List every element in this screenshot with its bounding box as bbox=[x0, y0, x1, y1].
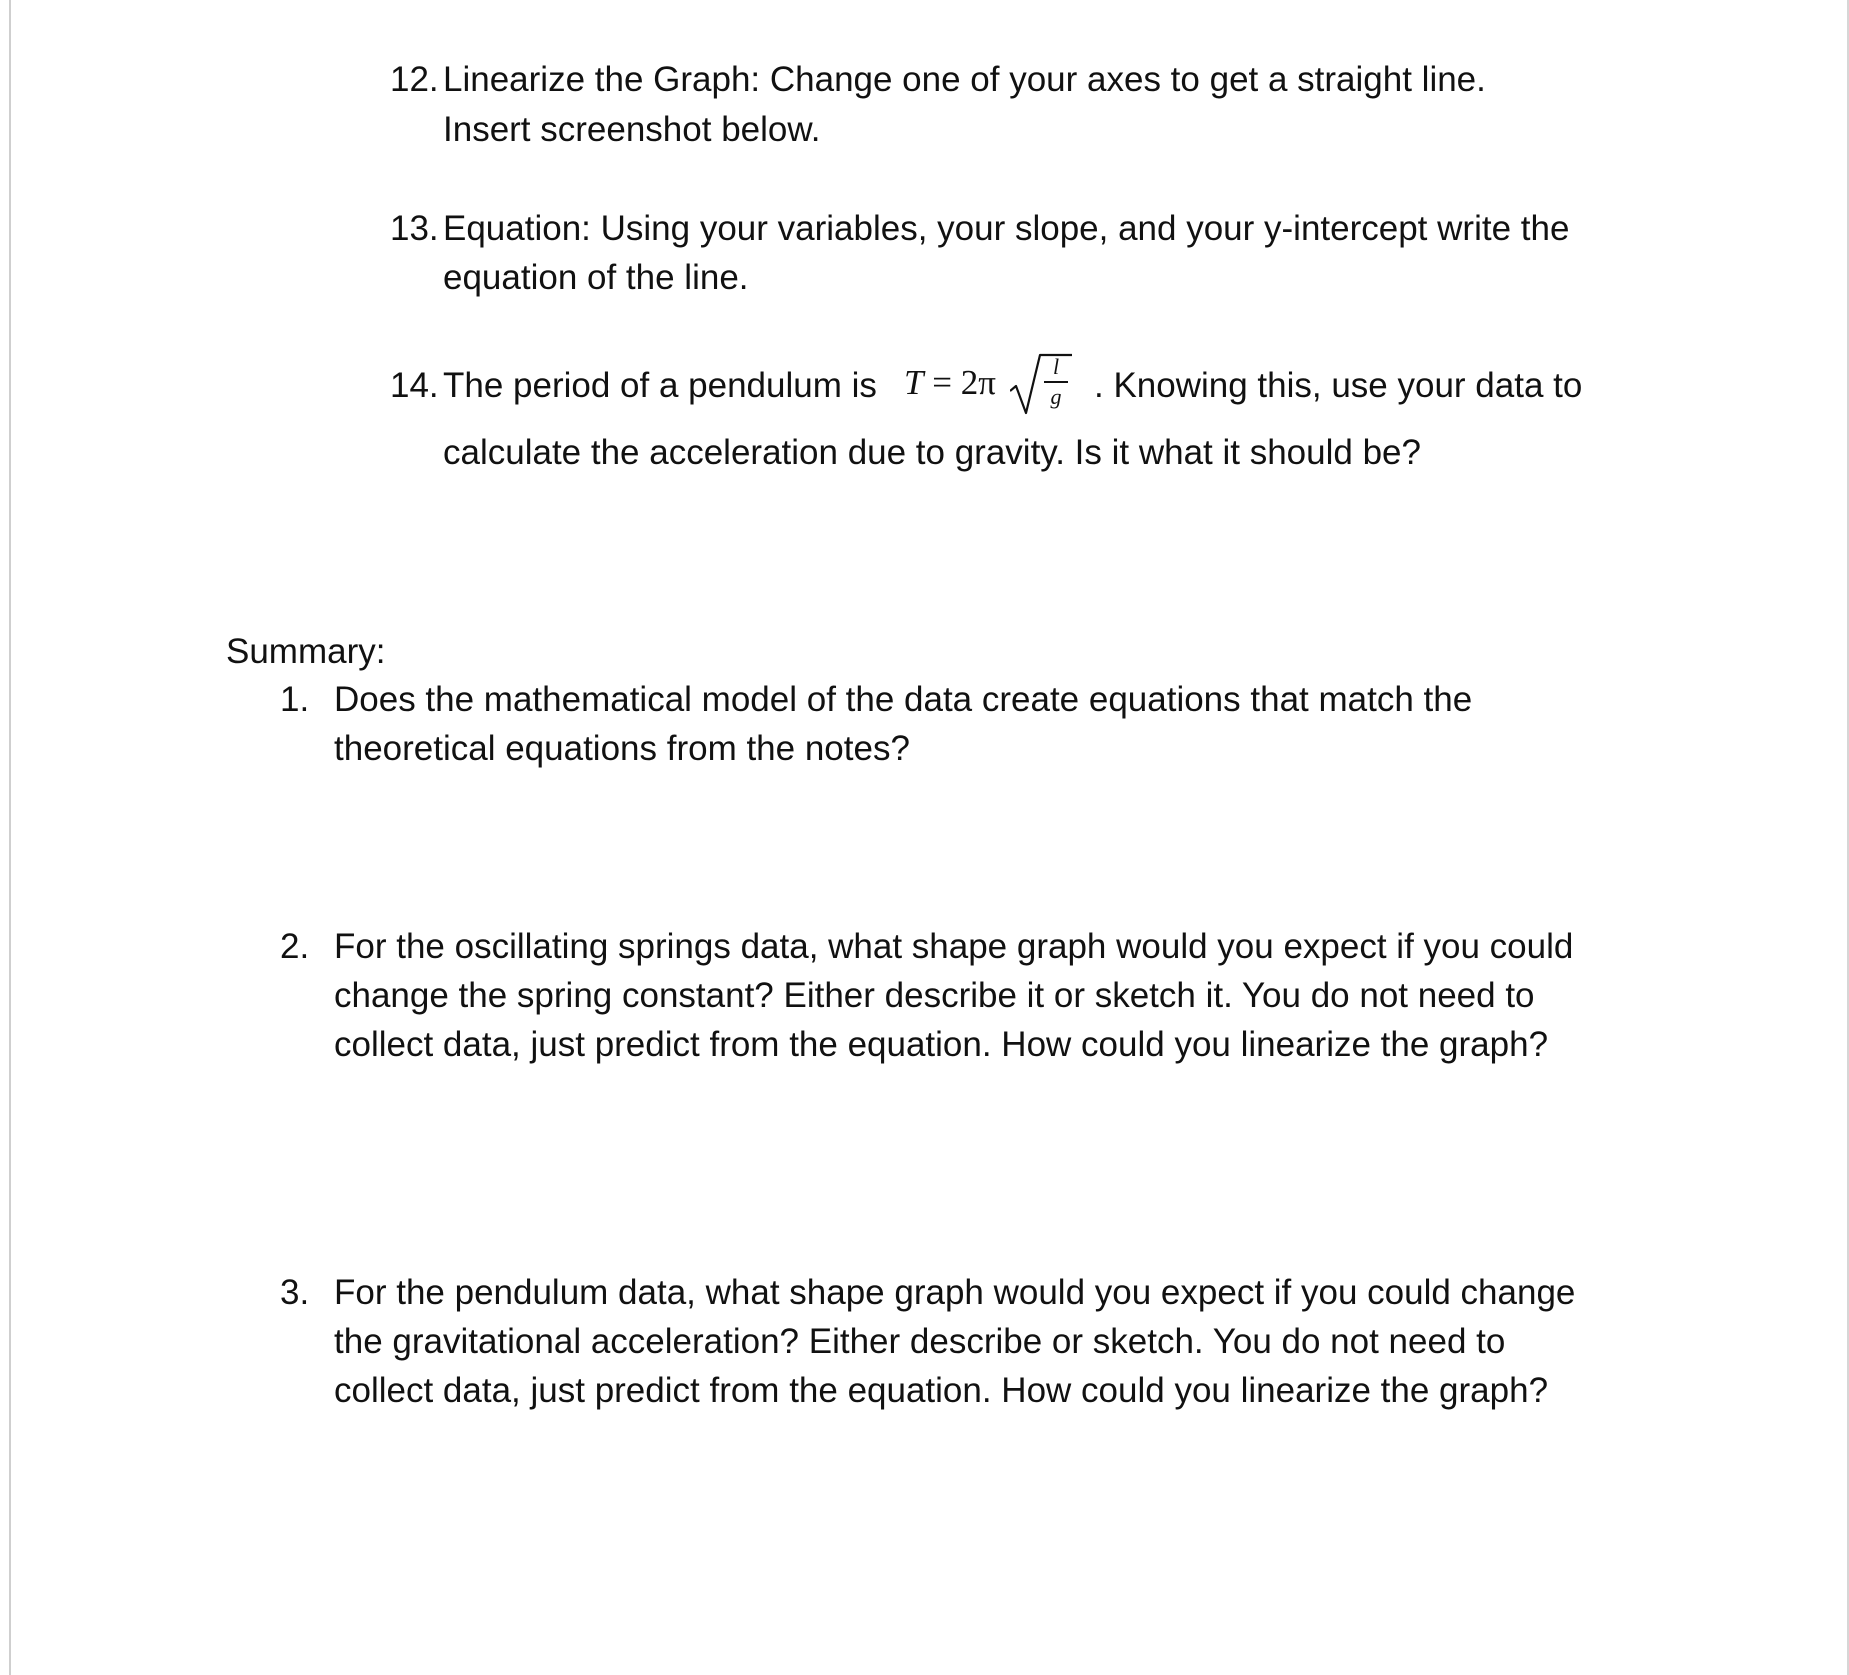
pendulum-period-formula bbox=[904, 353, 1094, 423]
formula-var-t: T bbox=[904, 363, 924, 402]
question-text-line: equation of the line. bbox=[443, 258, 749, 297]
question-number: 12. bbox=[390, 60, 439, 99]
summary-text-line: Does the mathematical model of the data create equations that match the bbox=[334, 680, 1473, 719]
question-text-line: Equation: Using your variables, your slope, and your y-intercept write the bbox=[443, 209, 1570, 248]
summary-item-number: 1. bbox=[280, 680, 310, 719]
question-text-line: The period of a pendulum is bbox=[443, 366, 877, 405]
summary-text-line: For the pendulum data, what shape graph would you expect if you could change bbox=[334, 1273, 1576, 1312]
formula-numerator: l bbox=[1052, 354, 1060, 379]
question-text-line: . Knowing this, use your data to bbox=[1094, 366, 1583, 405]
summary-text-line: collect data, just predict from the equation. How could you linearize the graph? bbox=[334, 1371, 1549, 1410]
fraction-bar bbox=[1044, 381, 1068, 383]
formula-lhs bbox=[904, 363, 996, 403]
summary-item-number: 2. bbox=[280, 927, 310, 966]
summary-text-line: the gravitational acceleration? Either describe or sketch. You do not need to bbox=[334, 1322, 1506, 1361]
page-left-edge bbox=[9, 0, 11, 1675]
question-number: 13. bbox=[390, 209, 439, 248]
summary-heading: Summary: bbox=[226, 632, 386, 671]
question-text-line: Insert screenshot below. bbox=[443, 110, 821, 149]
formula-equals-two-pi: = 2π bbox=[923, 363, 996, 402]
question-number: 14. bbox=[390, 366, 439, 405]
summary-item-number: 3. bbox=[280, 1273, 310, 1312]
summary-text-line: For the oscillating springs data, what shape graph would you expect if you could bbox=[334, 927, 1574, 966]
summary-text-line: theoretical equations from the notes? bbox=[334, 729, 910, 768]
formula-fraction bbox=[1044, 355, 1068, 409]
summary-text-line: collect data, just predict from the equation. How could you linearize the graph? bbox=[334, 1025, 1549, 1064]
summary-text-line: change the spring constant? Either describe it or sketch it. You do not need to bbox=[334, 976, 1535, 1015]
formula-denominator: g bbox=[1050, 383, 1062, 409]
question-text-line: calculate the acceleration due to gravity. Is it what it should be? bbox=[443, 433, 1421, 472]
question-text-line: Linearize the Graph: Change one of your axes to get a straight line. bbox=[443, 60, 1486, 99]
